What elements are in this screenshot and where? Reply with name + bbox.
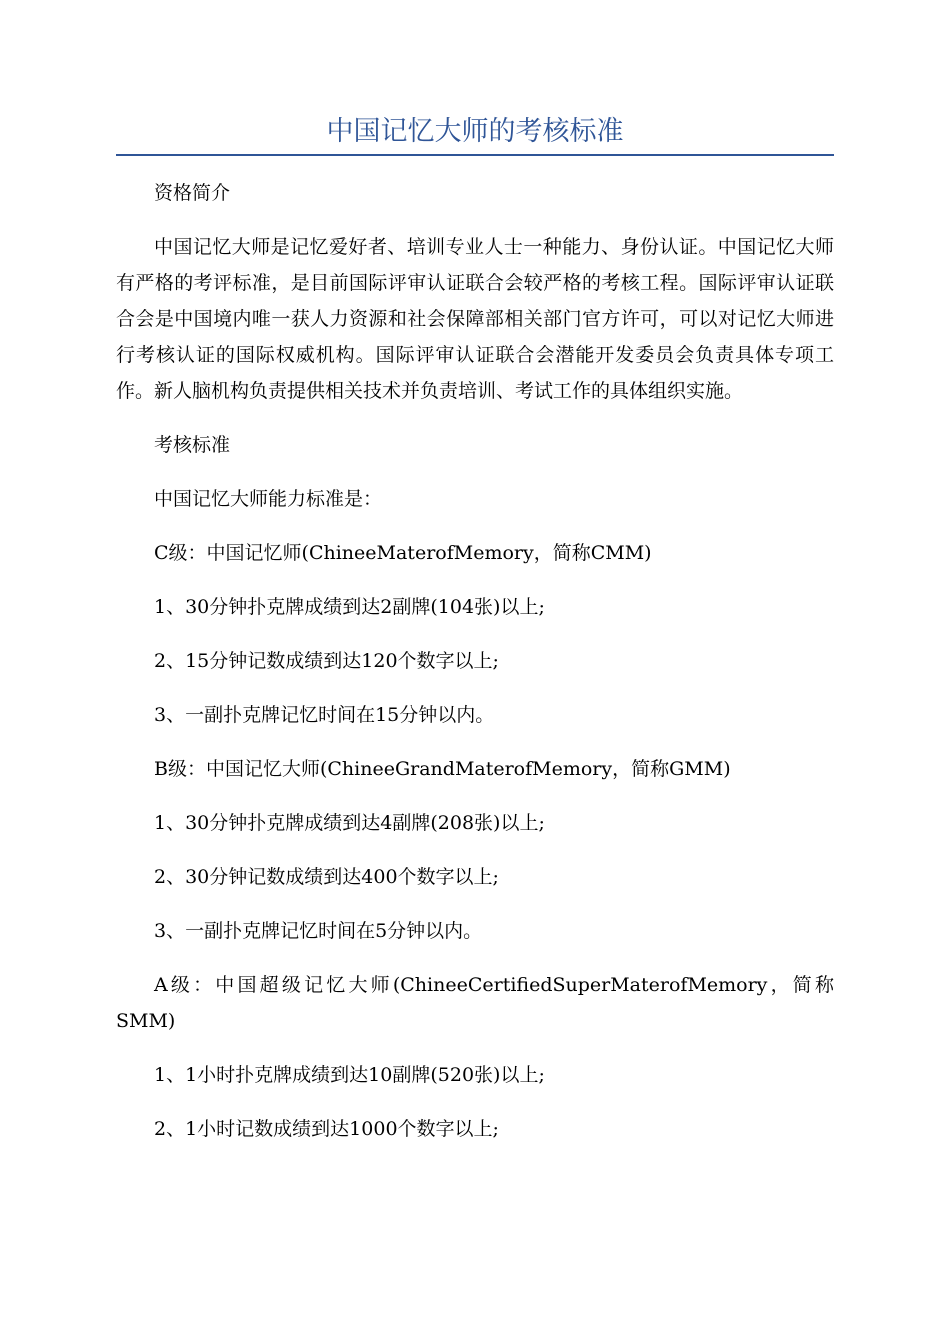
- title-underline: [116, 154, 834, 156]
- paragraph-standards-lead: 中国记忆大师能力标准是：: [154, 488, 383, 510]
- section-heading-standards: 考核标准: [154, 434, 231, 456]
- level-b-item-3: 3、一副扑克牌记忆时间在5分钟以内。: [154, 920, 483, 942]
- level-c-heading: C级：中国记忆师(ChineeMaterofMemory，简称CMM): [154, 542, 652, 564]
- level-b-heading: B级：中国记忆大师(ChineeGrandMaterofMemory，简称GMM): [154, 758, 731, 780]
- level-c-item-2: 2、15分钟记数成绩到达120个数字以上;: [154, 650, 499, 672]
- paragraph-introduction: 中国记忆大师是记忆爱好者、培训专业人士一种能力、身份认证。中国记忆大师有严格的考评标准，是目前国际评审认证联合会较严格的考核工程。国际评审认证联合会是中国境内唯一获人力资源和社会保障部相关部门官方许可，可以对记忆大师进行考核认证的国际权威机构。国际评审认证联合会潜能开发委员会负责具体专项工作。新人脑机构负责提供相关技术并负责培训、考试工作的具体组织实施。: [116, 236, 834, 402]
- section-heading-qualification: 资格简介: [154, 182, 231, 204]
- level-c-item-1: 1、30分钟扑克牌成绩到达2副牌(104张)以上;: [154, 596, 545, 618]
- level-a-item-1: 1、1小时扑克牌成绩到达10副牌(520张)以上;: [154, 1064, 545, 1086]
- level-a-heading: A级：中国超级记忆大师(ChineeCertifiedSuperMaterofMemory，简称SMM): [116, 974, 834, 1032]
- level-b-item-1: 1、30分钟扑克牌成绩到达4副牌(208张)以上;: [154, 812, 545, 834]
- document-body: [116, 175, 834, 1165]
- level-b-item-2: 2、30分钟记数成绩到达400个数字以上;: [154, 866, 499, 888]
- level-a-item-2: 2、1小时记数成绩到达1000个数字以上;: [154, 1118, 499, 1140]
- level-c-item-3: 3、一副扑克牌记忆时间在15分钟以内。: [154, 704, 495, 726]
- document-title: 中国记忆大师的考核标准: [326, 116, 624, 147]
